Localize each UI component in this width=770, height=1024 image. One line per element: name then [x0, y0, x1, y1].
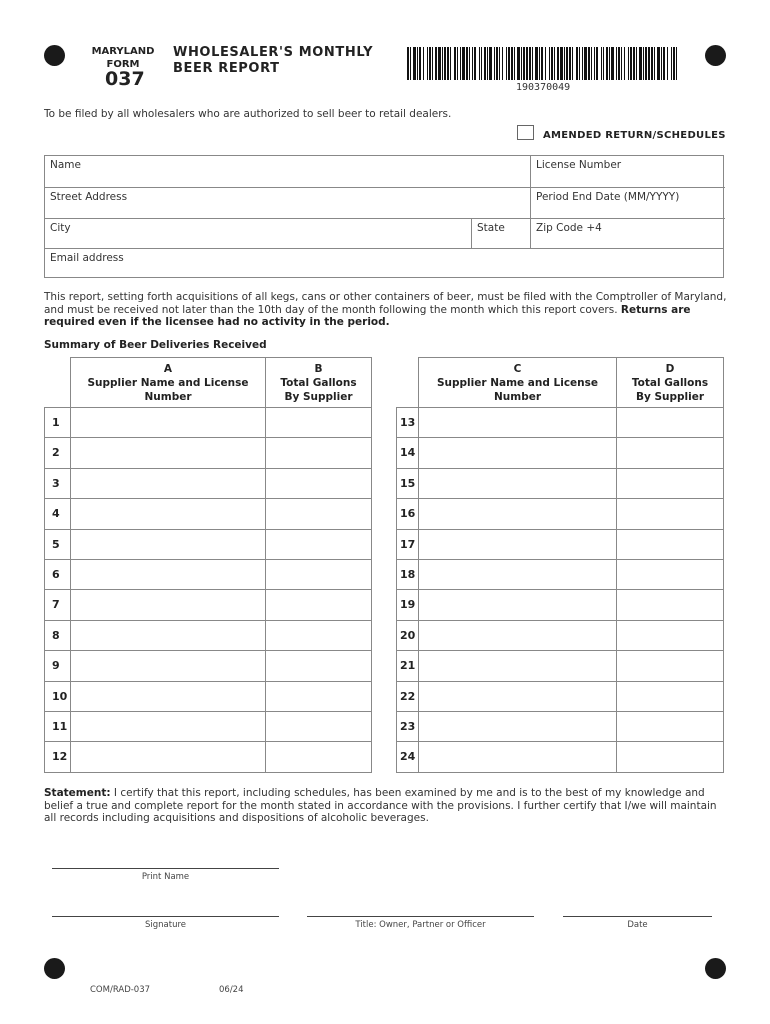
total-gallons-input[interactable] [616, 589, 724, 620]
supplier-name-input[interactable] [418, 589, 617, 620]
column-c-letter: C [513, 363, 522, 375]
supplier-name-input[interactable] [418, 468, 617, 499]
total-gallons-input[interactable] [265, 498, 372, 529]
row-number: 11 [52, 720, 68, 733]
row-number: 10 [52, 689, 68, 703]
filing-notice-bold1: Returns are required [44, 303, 691, 328]
email-label: Email address [50, 252, 124, 264]
total-gallons-input[interactable] [265, 681, 372, 712]
column-a-letter: A [163, 363, 173, 375]
state-label: State [477, 222, 505, 234]
supplier-name-input[interactable] [70, 711, 266, 742]
amended-checkbox[interactable] [517, 125, 534, 140]
print-name-line[interactable] [52, 868, 279, 869]
supplier-name-input[interactable] [70, 620, 266, 651]
row-number: 9 [52, 659, 60, 673]
form-title [173, 45, 373, 77]
row-number: 19 [400, 598, 416, 612]
total-gallons-input[interactable] [616, 468, 724, 499]
total-gallons-input[interactable] [616, 437, 724, 468]
supplier-name-input[interactable] [70, 407, 266, 438]
barcode-number: 190370049 [516, 82, 571, 93]
row-number: 13 [400, 416, 416, 429]
signature-line[interactable] [52, 916, 279, 917]
supplier-name-input[interactable] [418, 437, 617, 468]
filing-notice [44, 291, 728, 329]
name-field[interactable] [45, 156, 530, 187]
filing-notice-text: This report, setting forth acquisitions of all kegs, cans or other containers of beer, must be filed with the Comptroller of Maryland, and must be received not later than the 10th day of the month following the month which this report covers. [44, 291, 727, 316]
row-number: 6 [52, 568, 60, 581]
row-number: 5 [52, 537, 60, 551]
supplier-name-input[interactable] [70, 468, 266, 499]
total-gallons-input[interactable] [265, 529, 372, 560]
column-b-letter: B [314, 363, 323, 375]
row-number: 7 [52, 598, 60, 612]
row-number: 18 [400, 568, 416, 581]
supplier-name-input[interactable] [418, 529, 617, 560]
footer-form-code: COM/RAD-037 [90, 985, 151, 995]
filing-notice-bold2: even if the licensee had no activity in the period. [98, 316, 390, 328]
signature-label: Signature [144, 920, 186, 930]
statement-label: Statement: [44, 787, 111, 799]
row-number: 17 [400, 537, 416, 551]
name-label: Name [50, 159, 81, 171]
total-gallons-input[interactable] [265, 650, 372, 681]
row-number: 22 [400, 689, 416, 703]
period-end-date-field[interactable] [530, 187, 725, 218]
state-name: MARYLAND [91, 46, 155, 57]
column-b-label2: By Supplier [284, 391, 353, 403]
row-number: 8 [52, 628, 60, 642]
total-gallons-input[interactable] [616, 711, 724, 742]
form-title-line2: BEER REPORT [173, 61, 280, 76]
column-c-label1: Supplier Name and License [436, 377, 599, 389]
supplier-name-input[interactable] [418, 741, 617, 772]
date-line[interactable] [563, 916, 712, 917]
column-a-title [70, 362, 266, 404]
form-number: 037 [105, 68, 145, 90]
title-label: Title: Owner, Partner or Officer [355, 920, 486, 930]
total-gallons-input[interactable] [616, 620, 724, 651]
column-d-label2: By Supplier [635, 391, 705, 403]
total-gallons-input[interactable] [265, 559, 372, 590]
supplier-name-input[interactable] [418, 559, 617, 590]
title-line[interactable] [307, 916, 534, 917]
registration-mark-bottom-right [705, 958, 726, 979]
row-number: 1 [52, 416, 60, 429]
summary-title: Summary of Beer Deliveries Received [44, 339, 267, 351]
total-gallons-input[interactable] [265, 468, 372, 499]
form-title-line1: WHOLESALER'S MONTHLY [173, 45, 374, 60]
supplier-name-input[interactable] [418, 681, 617, 712]
total-gallons-input[interactable] [265, 437, 372, 468]
total-gallons-input[interactable] [616, 407, 724, 438]
email-field[interactable] [45, 248, 723, 277]
column-d-letter: D [665, 363, 675, 375]
supplier-name-input[interactable] [70, 529, 266, 560]
total-gallons-input[interactable] [265, 620, 372, 651]
total-gallons-input[interactable] [265, 741, 372, 772]
column-a-label2: Number [144, 391, 192, 403]
supplier-name-input[interactable] [418, 620, 617, 651]
city-field[interactable] [45, 218, 471, 248]
barcode [407, 47, 679, 80]
supplier-name-input[interactable] [70, 559, 266, 590]
registration-mark-top-left [44, 45, 65, 66]
row-number: 12 [52, 750, 68, 764]
intro-text: To be filed by all wholesalers who are authorized to sell beer to retail dealers. [44, 108, 452, 120]
total-gallons-input[interactable] [616, 650, 724, 681]
column-b-label1: Total Gallons [280, 377, 357, 389]
supplier-name-input[interactable] [70, 741, 266, 772]
supplier-name-input[interactable] [70, 589, 266, 620]
row-number: 20 [400, 628, 416, 642]
supplier-name-input[interactable] [418, 650, 617, 681]
column-a-label1: Supplier Name and License [87, 377, 249, 389]
column-c-title [418, 362, 617, 404]
footer-revision: 06/24 [219, 985, 244, 995]
supplier-name-input[interactable] [418, 498, 617, 529]
row-number: 2 [52, 446, 60, 460]
total-gallons-input[interactable] [265, 711, 372, 742]
supplier-name-input[interactable] [418, 407, 617, 438]
supplier-name-input[interactable] [70, 437, 266, 468]
statement-text: I certify that this report, including schedules, has been examined by me and is to the best of my knowledge and belief a true and complete report for the month stated in accordance with the provisions. I further certify that I/we will maintain all records including acquisitions and dispositions of alcoholic beverages. [44, 787, 717, 824]
form-word: FORM [106, 59, 140, 70]
zip-field[interactable] [530, 218, 725, 248]
total-gallons-input[interactable] [616, 741, 724, 772]
column-d-title [616, 362, 724, 404]
license-number-label: License Number [536, 159, 622, 171]
row-number: 16 [400, 507, 416, 521]
row-number: 3 [52, 476, 60, 490]
registration-mark-bottom-left [44, 958, 65, 979]
amended-label: AMENDED RETURN/SCHEDULES [543, 130, 726, 141]
row-number: 21 [400, 659, 416, 673]
row-number: 24 [400, 750, 416, 764]
row-number: 14 [400, 446, 416, 460]
state-field[interactable] [471, 218, 530, 248]
zip-label: Zip Code +4 [536, 222, 602, 234]
date-label: Date [627, 920, 648, 930]
total-gallons-input[interactable] [265, 407, 372, 438]
total-gallons-input[interactable] [265, 589, 372, 620]
total-gallons-input[interactable] [616, 559, 724, 590]
column-d-label1: Total Gallons [631, 377, 709, 389]
city-label: City [50, 222, 71, 234]
statement [44, 787, 728, 825]
column-b-title [265, 362, 372, 404]
total-gallons-input[interactable] [616, 498, 724, 529]
registration-mark-top-right [705, 45, 726, 66]
identification-block [44, 155, 724, 278]
street-address-field[interactable] [45, 187, 530, 218]
row-number: 23 [400, 720, 416, 733]
total-gallons-input[interactable] [616, 681, 724, 712]
column-c-label2: Number [493, 391, 542, 403]
row-number: 15 [400, 476, 416, 490]
period-end-date-label: Period End Date (MM/YYYY) [536, 191, 680, 203]
supplier-name-input[interactable] [70, 498, 266, 529]
supplier-name-input[interactable] [70, 650, 266, 681]
supplier-name-input[interactable] [418, 711, 617, 742]
supplier-name-input[interactable] [70, 681, 266, 712]
print-name-label: Print Name [141, 872, 190, 882]
license-number-field[interactable] [530, 156, 725, 187]
total-gallons-input[interactable] [616, 529, 724, 560]
street-address-label: Street Address [50, 191, 128, 203]
row-number: 4 [52, 507, 60, 521]
